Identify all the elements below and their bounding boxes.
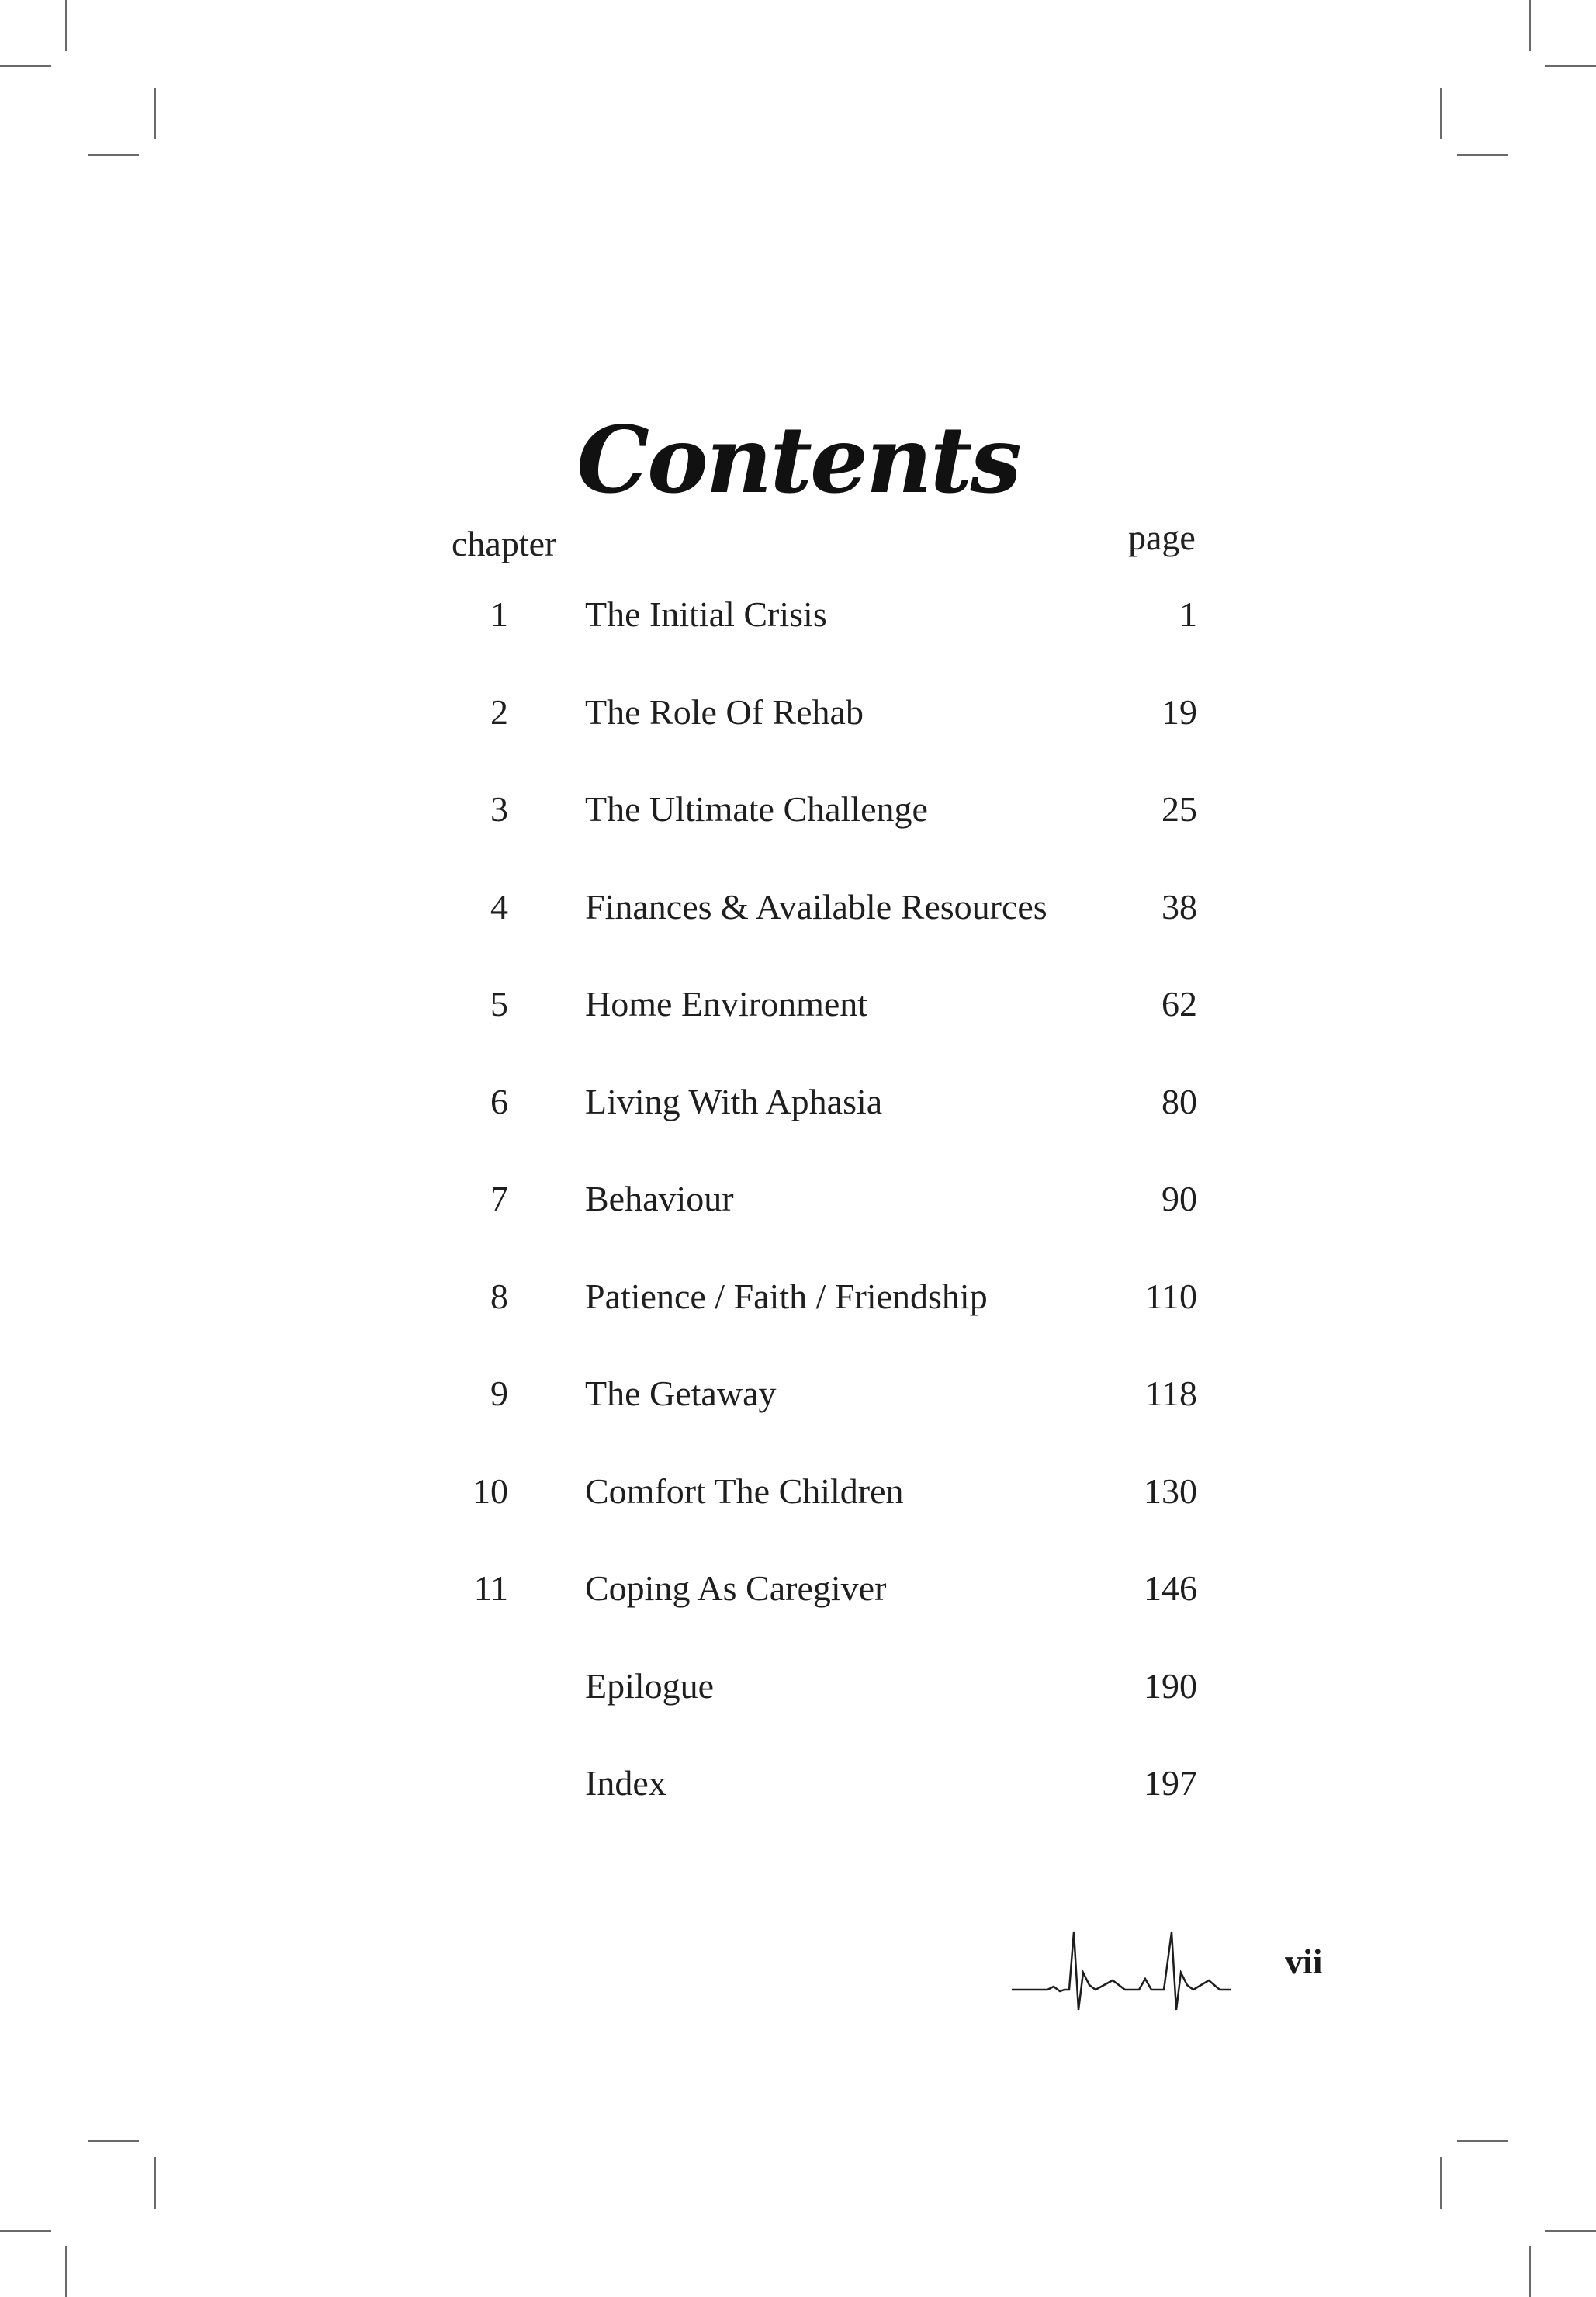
chapter-number: 8 (490, 1277, 508, 1316)
page-reference: 80 (1162, 1082, 1197, 1121)
chapter-title: The Ultimate Challenge (585, 789, 928, 829)
toc-entry (0, 1663, 1596, 1710)
chapter-number: 6 (490, 1082, 508, 1121)
toc-entry (0, 981, 1596, 1027)
crop-mark (88, 154, 139, 156)
chapter-title: Comfort The Children (585, 1471, 904, 1511)
crop-mark (1457, 2140, 1508, 2142)
chapter-title: Coping As Caregiver (585, 1568, 887, 1608)
crop-mark (1545, 65, 1596, 67)
crop-mark (1440, 88, 1442, 139)
page-reference: 190 (1144, 1666, 1197, 1706)
chapter-title: Epilogue (585, 1666, 715, 1706)
crop-mark (154, 88, 156, 139)
toc-entry (0, 1370, 1596, 1417)
page-reference: 90 (1162, 1179, 1197, 1218)
chapter-column-header: chapter (452, 524, 557, 563)
chapter-number: 1 (490, 594, 508, 634)
crop-mark (88, 2140, 139, 2142)
chapter-number: 9 (490, 1374, 508, 1413)
toc-entry (0, 689, 1596, 736)
crop-mark (1529, 2246, 1531, 2297)
crop-mark (65, 0, 67, 51)
page-reference: 110 (1144, 1277, 1197, 1316)
page-title: Contents (576, 406, 1020, 514)
chapter-title: Behaviour (585, 1179, 734, 1218)
page-reference: 19 (1162, 692, 1197, 732)
chapter-number: 2 (490, 692, 508, 732)
page-reference: 130 (1144, 1471, 1197, 1511)
chapter-title: Living With Aphasia (585, 1082, 883, 1121)
chapter-number: 4 (490, 887, 508, 927)
chapter-number: 10 (473, 1471, 508, 1511)
toc-entry (0, 1760, 1596, 1807)
toc-entry (0, 1565, 1596, 1612)
chapter-title: The Getaway (585, 1374, 777, 1413)
chapter-title: The Role Of Rehab (585, 692, 864, 732)
chapter-number: 7 (490, 1179, 508, 1218)
chapter-number: 5 (490, 984, 508, 1024)
toc-entry (0, 1468, 1596, 1515)
crop-mark (65, 2246, 67, 2297)
page-reference: 146 (1144, 1568, 1197, 1608)
chapter-title: Index (585, 1763, 666, 1803)
page-reference: 62 (1162, 984, 1197, 1024)
toc-entry (0, 884, 1596, 930)
crop-mark (1457, 154, 1508, 156)
crop-mark (154, 2157, 156, 2209)
chapter-number: 11 (473, 1568, 508, 1608)
crop-mark (1545, 2230, 1596, 2232)
crop-mark (0, 2230, 51, 2232)
chapter-title: The Initial Crisis (585, 594, 827, 634)
page-reference: 118 (1144, 1374, 1197, 1413)
page-reference: 38 (1162, 887, 1197, 927)
chapter-number: 3 (490, 789, 508, 829)
crop-mark (1529, 0, 1531, 51)
page-column-header: page (1128, 518, 1196, 557)
chapter-title: Home Environment (585, 984, 868, 1024)
crop-mark (0, 65, 51, 67)
chapter-title: Finances & Available Resources (585, 887, 1047, 927)
toc-entry (0, 1079, 1596, 1125)
chapter-title: Patience / Faith / Friendship (585, 1277, 988, 1316)
toc-entry (0, 1273, 1596, 1320)
page-reference: 1 (1179, 594, 1197, 634)
crop-mark (1440, 2157, 1442, 2209)
toc-entry (0, 786, 1596, 833)
page-reference: 197 (1144, 1763, 1197, 1803)
page-reference: 25 (1162, 789, 1197, 829)
toc-entry (0, 1176, 1596, 1222)
page-number: vii (1285, 1942, 1323, 1981)
heartbeat-line-icon (1009, 1925, 1234, 2018)
toc-entry (0, 591, 1596, 638)
